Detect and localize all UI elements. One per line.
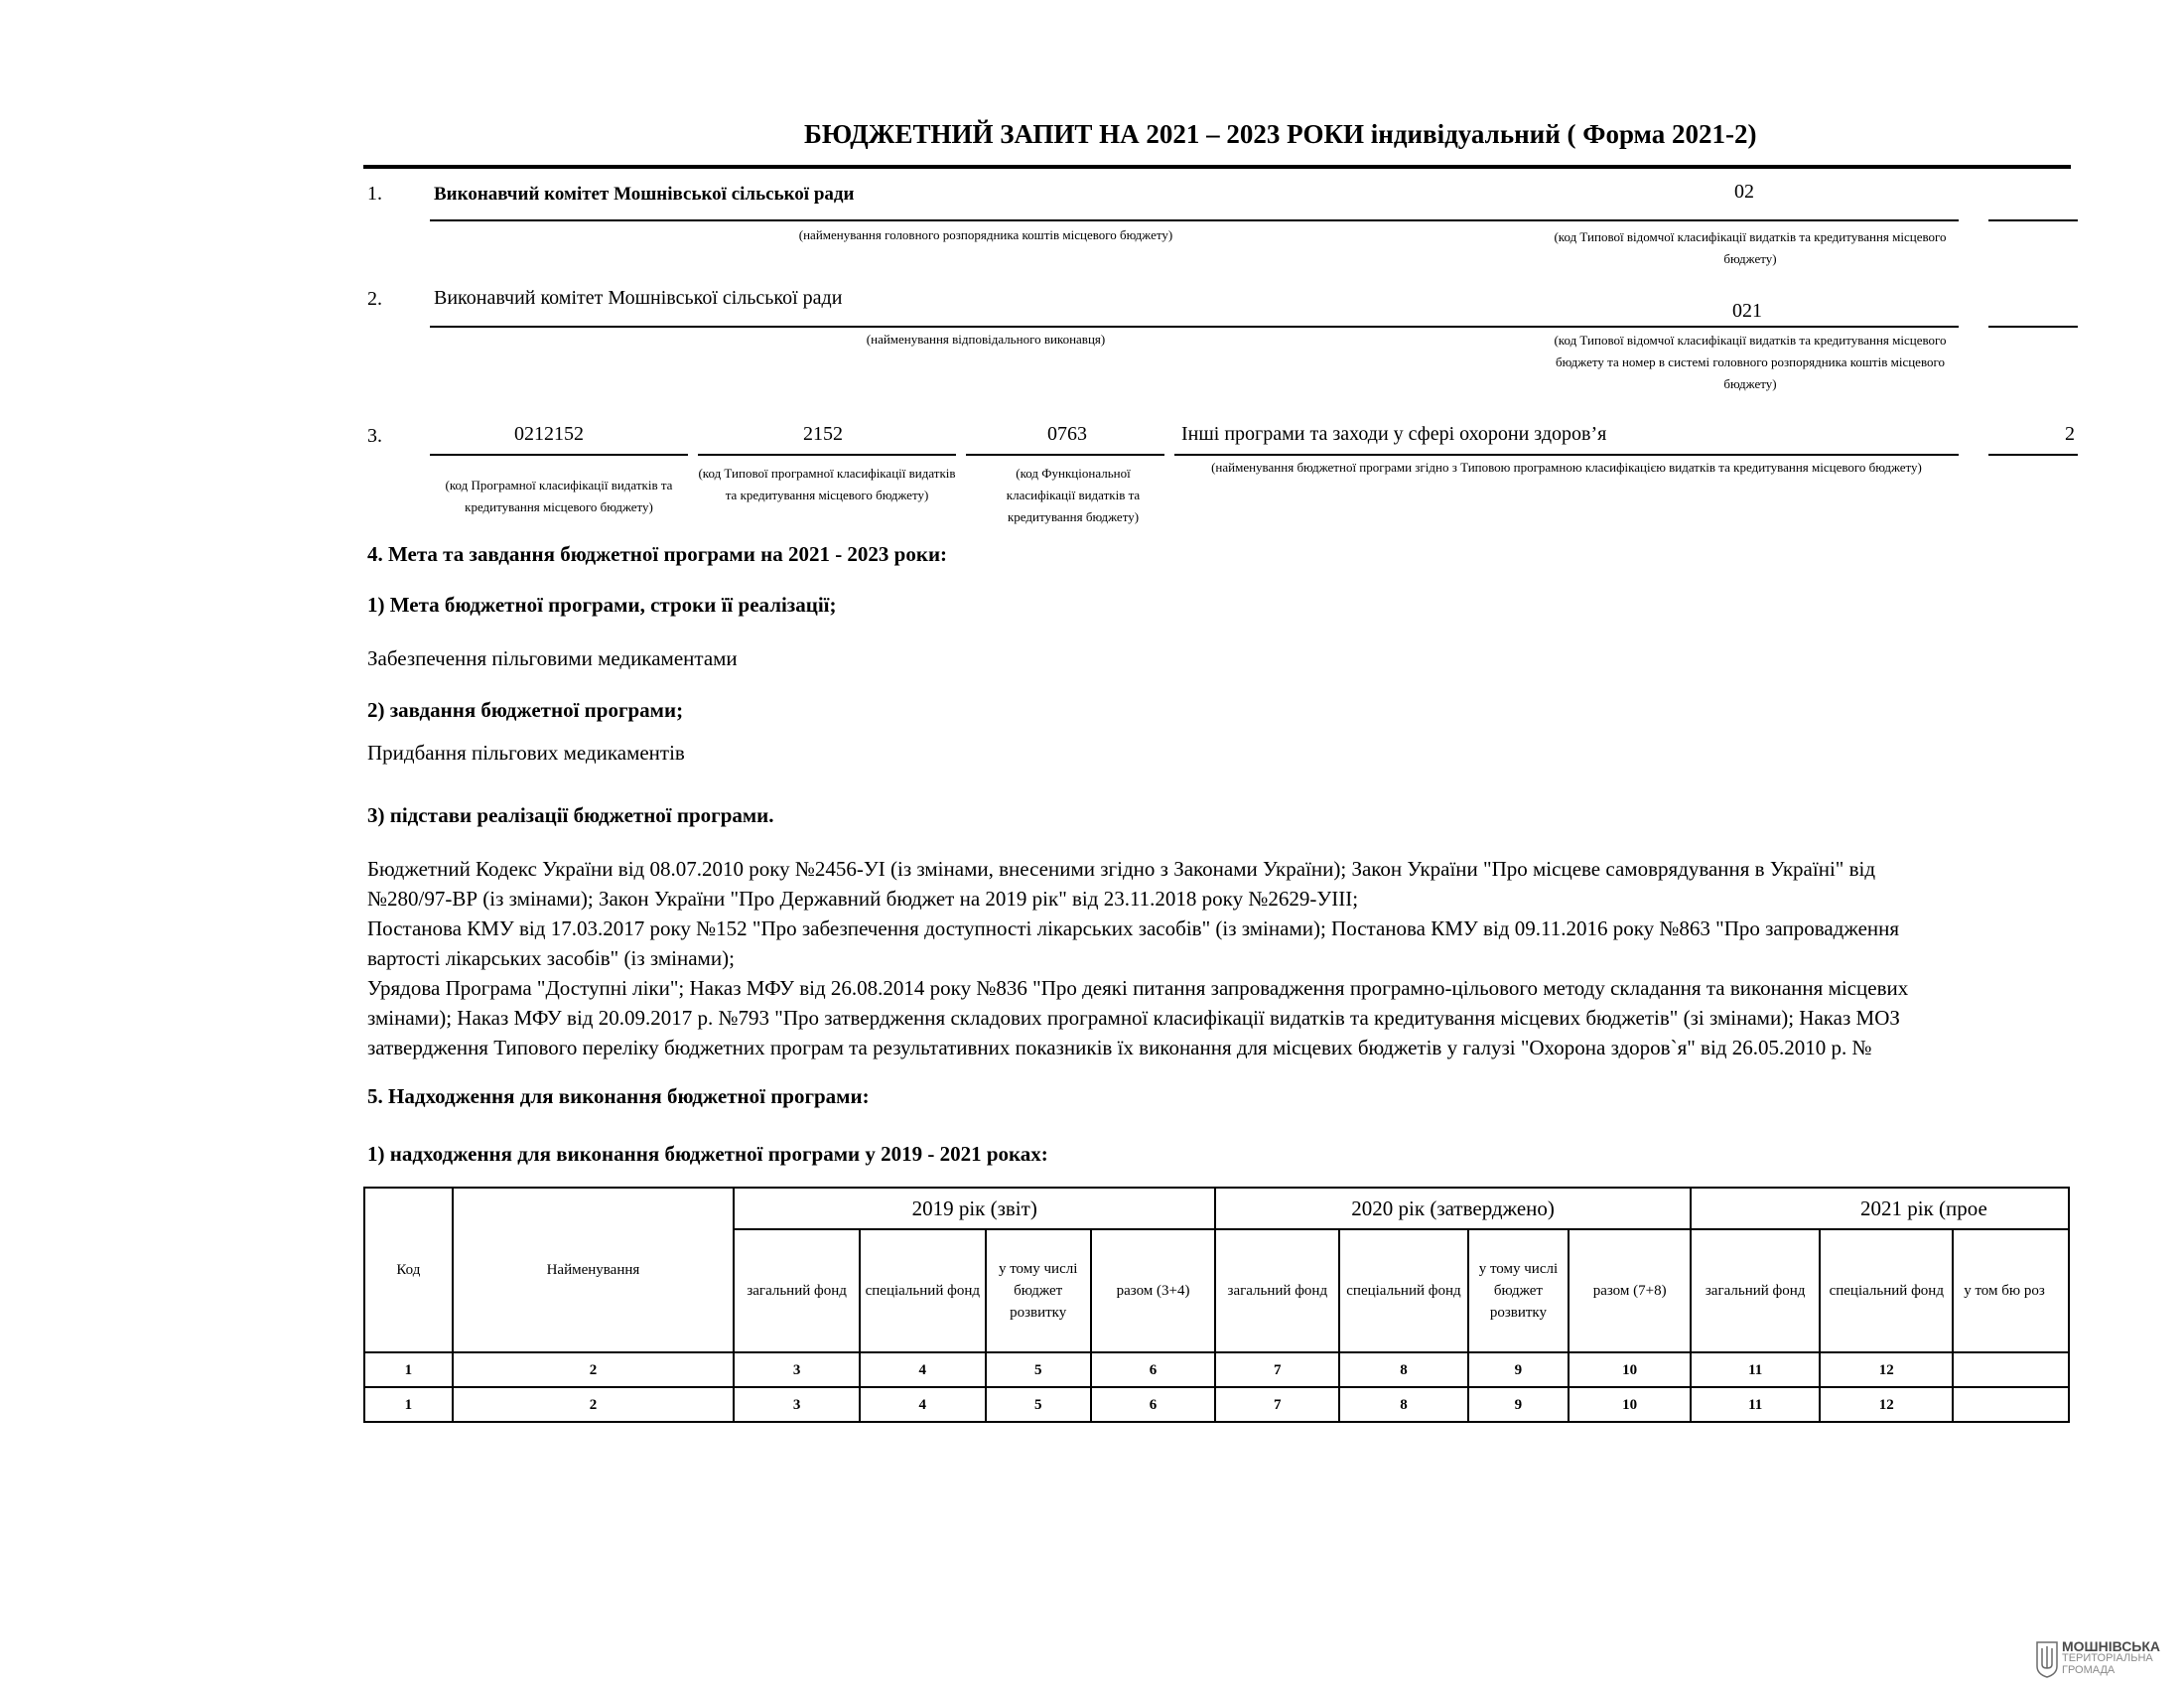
table-cell [1953, 1387, 2069, 1422]
table-row [364, 1387, 2069, 1422]
basis-line: затвердження Типового переліку бюджетних програм та результативних показників їх виконання для місцевих бюджетів у галузі "Охорона здоров`я" від 26.05.2010 р. № [367, 1036, 1872, 1059]
table-cell: 7 [1215, 1387, 1339, 1422]
table-cell: 9 [1468, 1352, 1570, 1387]
subheader-general-fund: загальний фонд [1691, 1229, 1820, 1352]
basis-line: вартості лікарських засобів" (із змінами); [367, 946, 735, 970]
program-code: 0212152 [514, 423, 584, 445]
section2-number: 2. [367, 288, 382, 310]
basis-line: Урядова Програма "Доступні ліки"; Наказ МФУ від 26.08.2014 року №836 "Про деякі питання запровадження програмно-цільового методу складання та виконання місцевих [367, 976, 1909, 1000]
table-cell: 8 [1339, 1352, 1467, 1387]
year-header-2021: 2021 рік (прое [1691, 1188, 2069, 1229]
table-cell: 6 [1091, 1352, 1215, 1387]
table-cell: 5 [986, 1352, 1091, 1387]
section4-heading: 4. Мета та завдання бюджетної програми на 2021 - 2023 роки: [367, 542, 948, 566]
typical-code-caption: (код Типової програмної класифікації видатків та кредитування місцевого бюджету) [698, 466, 956, 502]
trident-logo-icon [2035, 1638, 2059, 1678]
basis-line: №280/97-ВР (із змінами); Закон України "Про Державний бюджет на 2019 рік" від 23.11.2018 року №2629-УІІІ; [367, 887, 1359, 911]
program-name-caption: (найменування бюджетної програми згідно з Типовою програмною класифікацією видатків та кредитування місцевого бюджету) [1211, 460, 1922, 475]
logo-line: ГРОМАДА [2062, 1664, 2116, 1676]
subheader-development: у тому числі бюджет розвитку [986, 1229, 1091, 1352]
table-cell: 1 [364, 1352, 453, 1387]
task-text: Придбання пільгових медикаментів [367, 741, 685, 765]
basis-line: Постанова КМУ від 17.03.2017 року №152 "Про забезпечення доступності лікарських засобів" (із змінами); Постанова КМУ від 09.11.2016 року №863 "Про запровадження [367, 916, 1900, 940]
section5-heading: 5. Надходження для виконання бюджетної програми: [367, 1084, 870, 1108]
table-cell: 12 [1820, 1387, 1953, 1422]
basis-heading: 3) підстави реалізації бюджетної програми. [367, 803, 774, 827]
community-logo-text [2062, 1640, 2160, 1676]
table-cell: 3 [734, 1352, 860, 1387]
table-cell: 2 [453, 1387, 734, 1422]
title-rule [363, 165, 2071, 169]
table-row [364, 1352, 2069, 1387]
subheader-total: разом (7+8) [1569, 1229, 1691, 1352]
section2-name-caption: (найменування відповідального виконавця) [866, 332, 1106, 347]
section2-code-caption: (код Типової відомчої класифікації видатків та кредитування місцевого бюджету та номер в системі головного розпорядника коштів місцевого бюджету) [1554, 333, 1947, 391]
goal-heading: 1) Мета бюджетної програми, строки її реалізації; [367, 593, 837, 617]
basis-paragraph [367, 854, 1908, 1062]
program-code-caption: (код Програмної класифікації видатків та кредитування місцевого бюджету) [445, 478, 673, 514]
functional-code-caption: (код Функціональної класифікації видатків та кредитування бюджету) [1006, 466, 1141, 524]
subheader-development: у том бю роз [1953, 1229, 2069, 1352]
subheader-general-fund: загальний фонд [1215, 1229, 1339, 1352]
table-cell: 4 [860, 1387, 985, 1422]
table-cell: 2 [453, 1352, 734, 1387]
section1-code-line [1542, 219, 1959, 221]
program-name-line [1174, 454, 1959, 456]
table-header-row [364, 1188, 2069, 1229]
subheader-special-fund: спеціальний фонд [1339, 1229, 1467, 1352]
table-cell: 7 [1215, 1352, 1339, 1387]
table-cell: 12 [1820, 1352, 1953, 1387]
year-header-2019: 2019 рік (звіт) [734, 1188, 1215, 1229]
section3-extra-line [1988, 454, 2078, 456]
program-code-line [430, 454, 688, 456]
col-header-name: Найменування [453, 1188, 734, 1352]
section2-extra-line [1988, 326, 2078, 328]
section1-code: 02 [1734, 181, 1754, 203]
subheader-general-fund: загальний фонд [734, 1229, 860, 1352]
table-cell: 10 [1569, 1352, 1691, 1387]
section1-name-line [430, 219, 1542, 221]
logo-line: ТЕРИТОРІАЛЬНА [2062, 1652, 2153, 1664]
table-cell: 9 [1468, 1387, 1570, 1422]
logo-line: МОШНІВСЬКА [2062, 1638, 2161, 1654]
table-cell: 10 [1569, 1387, 1691, 1422]
section2-code: 021 [1732, 300, 1762, 322]
subheader-special-fund: спеціальний фонд [860, 1229, 985, 1352]
table-cell: 3 [734, 1387, 860, 1422]
program-name: Інші програми та заходи у сфері охорони здоров’я [1181, 423, 1607, 445]
task-heading: 2) завдання бюджетної програми; [367, 698, 684, 722]
section3-number: 3. [367, 425, 382, 447]
basis-line: змінами); Наказ МФУ від 20.09.2017 р. №793 "Про затвердження складових програмної класифікації видатків та кредитування місцевих бюджетів" (зі змінами); Наказ МОЗ [367, 1006, 1900, 1030]
table-cell: 11 [1691, 1387, 1820, 1422]
document-title: БЮДЖЕТНИЙ ЗАПИТ НА 2021 – 2023 РОКИ індивідуальний ( Форма 2021-2) [804, 119, 1757, 149]
typical-program-code: 2152 [803, 423, 843, 445]
typical-code-line [698, 454, 956, 456]
functional-code-line [966, 454, 1164, 456]
table-cell: 5 [986, 1387, 1091, 1422]
section2-name: Виконавчий комітет Мошнівської сільської ради [434, 287, 843, 309]
table-cell [1953, 1352, 2069, 1387]
subheader-special-fund: спеціальний фонд [1820, 1229, 1953, 1352]
section1-name: Виконавчий комітет Мошнівської сільської ради [434, 184, 855, 205]
table-cell: 8 [1339, 1387, 1467, 1422]
table-cell: 4 [860, 1352, 985, 1387]
table-cell: 6 [1091, 1387, 1215, 1422]
subheader-total: разом (3+4) [1091, 1229, 1215, 1352]
functional-code: 0763 [1047, 423, 1087, 445]
subheader-development: у тому числі бюджет розвитку [1468, 1229, 1570, 1352]
section3-cut-value: 2 [2065, 423, 2075, 445]
section2-name-line [430, 326, 1542, 328]
basis-line: Бюджетний Кодекс України від 08.07.2010 року №2456-УІ (із змінами, внесеними згідно з Законами України); Закон України "Про місцеве самоврядування в Україні" від [367, 857, 1876, 881]
col-header-code: Код [364, 1188, 453, 1352]
section1-number: 1. [367, 183, 382, 205]
section1-extra-line [1988, 219, 2078, 221]
year-header-2020: 2020 рік (затверджено) [1215, 1188, 1691, 1229]
section1-name-caption: (найменування головного розпорядника коштів місцевого бюджету) [798, 227, 1173, 242]
revenue-subheading: 1) надходження для виконання бюджетної програми у 2019 - 2021 роках: [367, 1142, 1048, 1166]
section2-code-line [1542, 326, 1959, 328]
table-cell: 11 [1691, 1352, 1820, 1387]
section1-code-caption: (код Типової відомчої класифікації видатків та кредитування місцевого бюджету) [1554, 229, 1947, 266]
table-cell: 1 [364, 1387, 453, 1422]
goal-text: Забезпечення пільговими медикаментами [367, 646, 738, 670]
revenue-table [363, 1187, 2070, 1423]
